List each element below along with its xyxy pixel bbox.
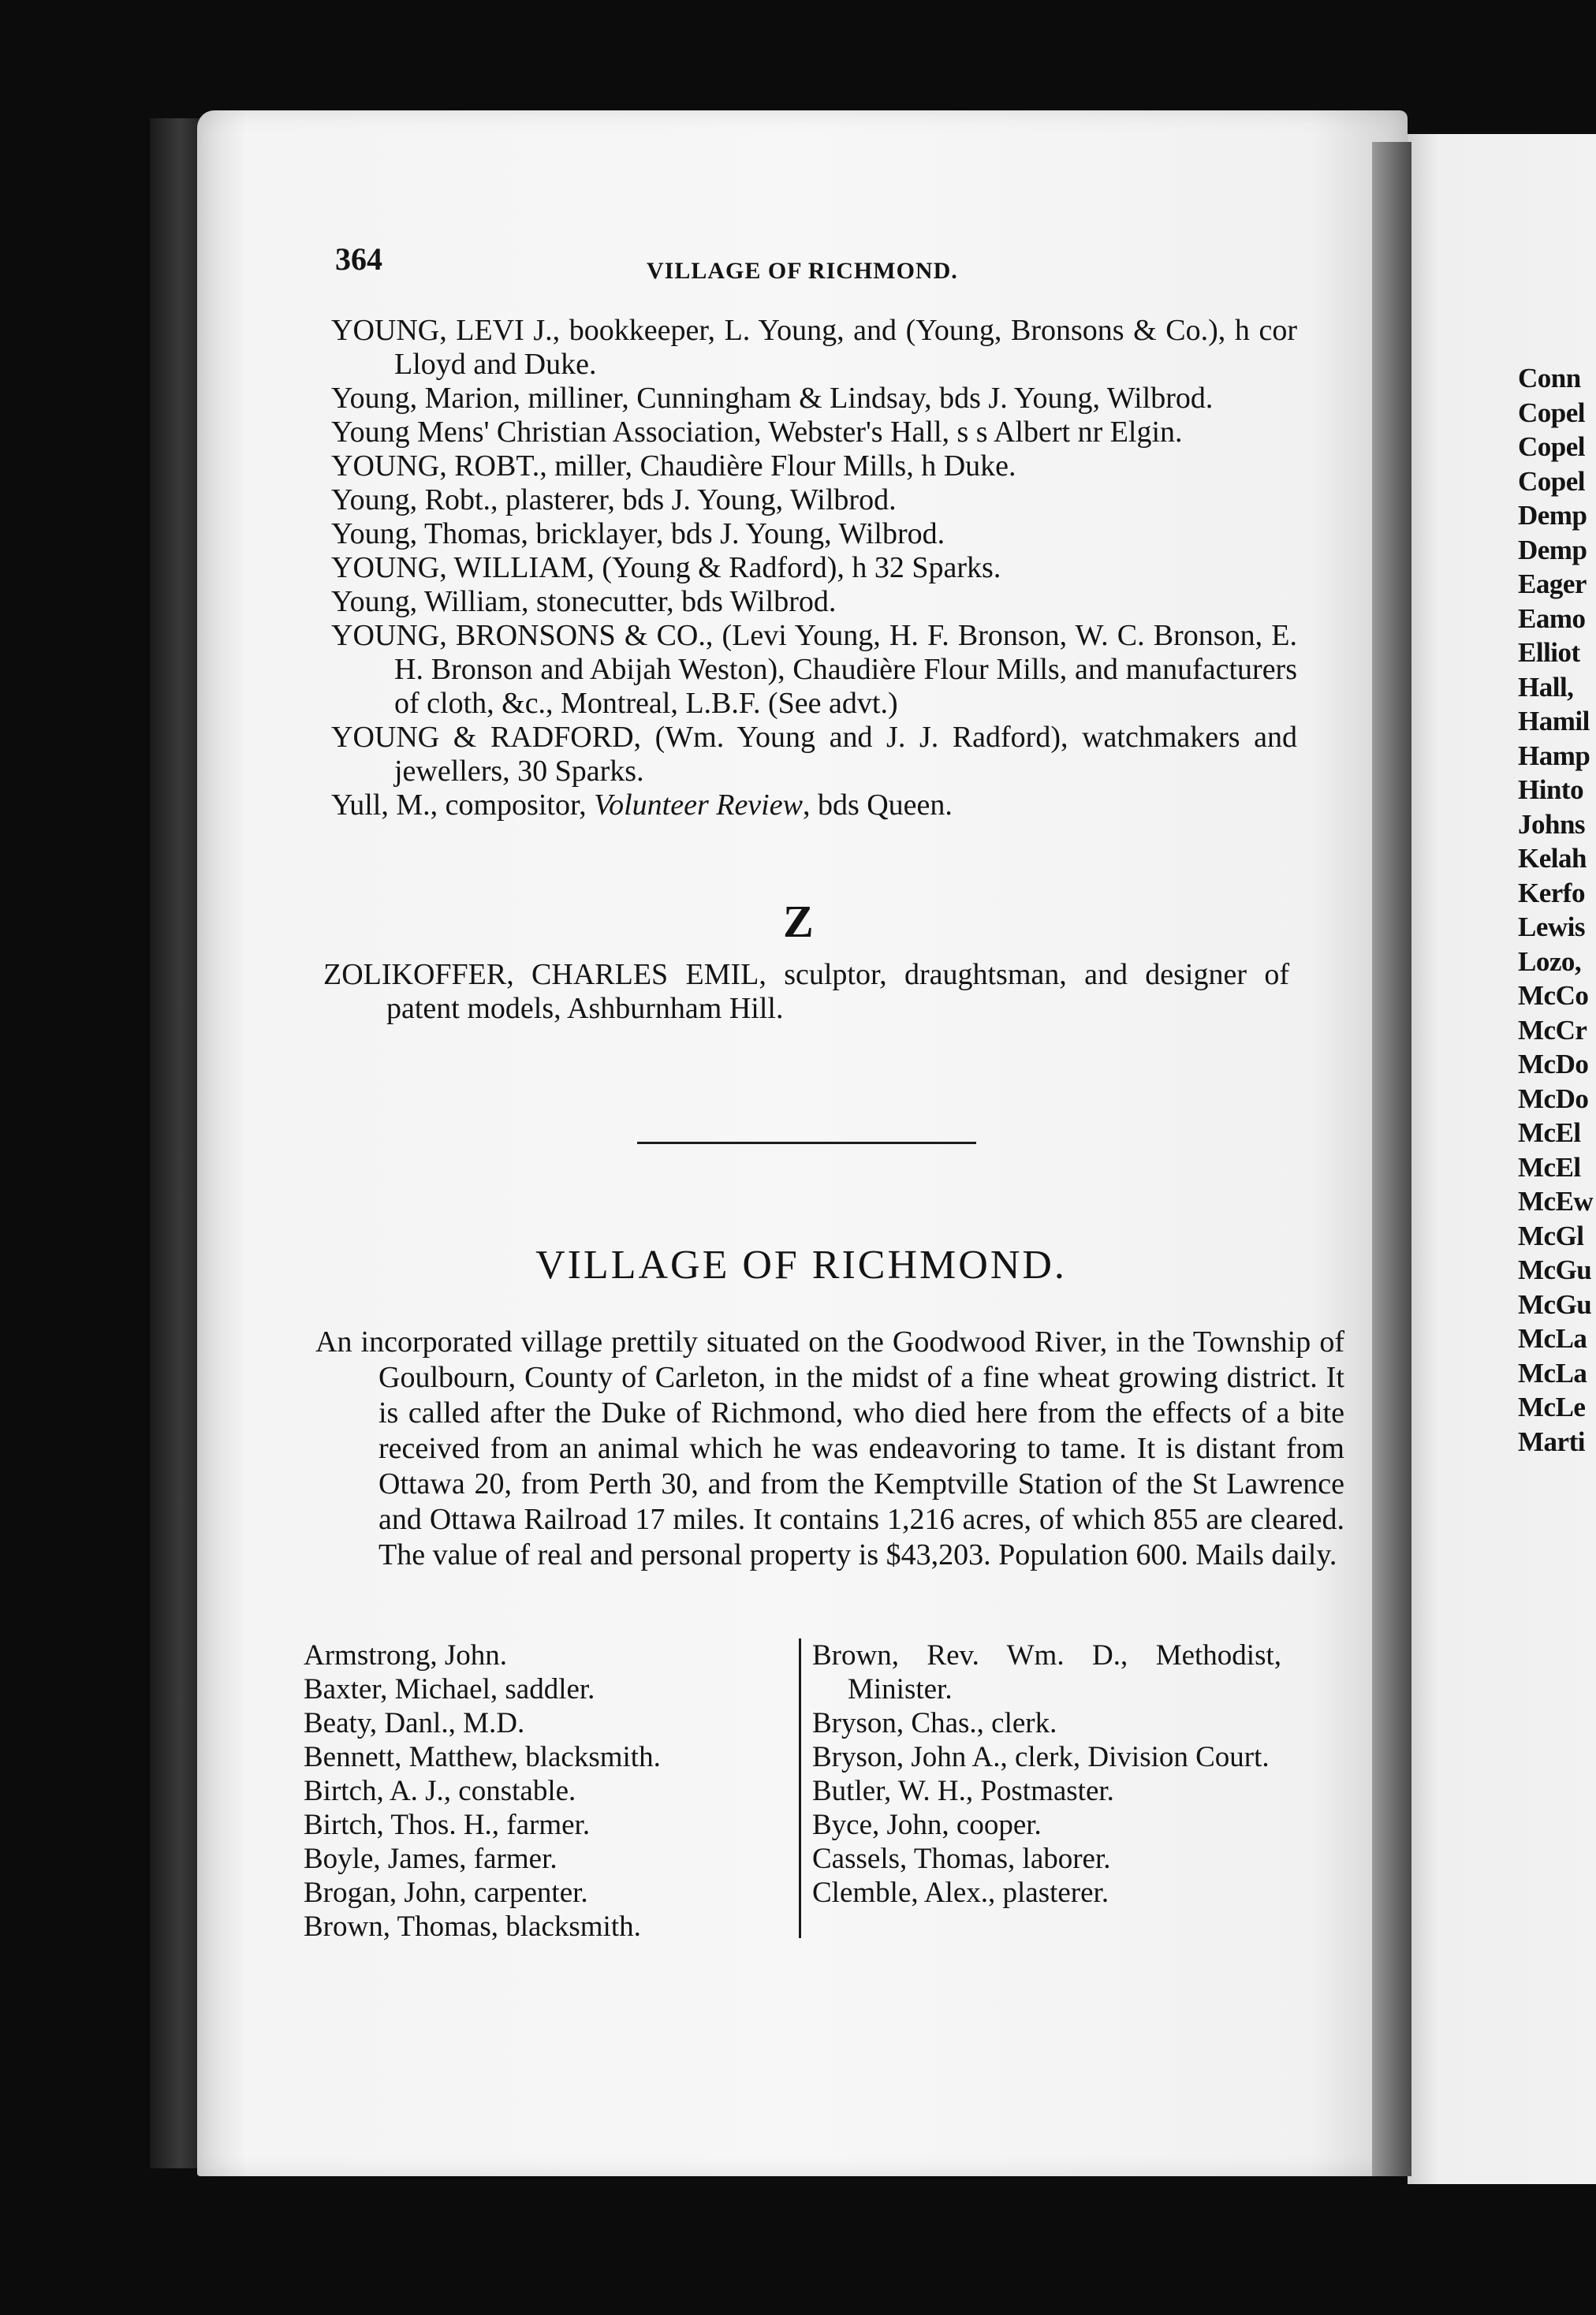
facing-page-entry: Hall, bbox=[1518, 671, 1574, 703]
list-item: Birtch, Thos. H., farmer. bbox=[304, 1809, 591, 1841]
facing-page-entry: McEl bbox=[1518, 1151, 1581, 1183]
facing-page-entry: Conn bbox=[1518, 363, 1581, 393]
list-item: Clemble, Alex., plasterer. bbox=[812, 1877, 1109, 1909]
facing-page-entry: McCr bbox=[1518, 1014, 1587, 1046]
facing-page-entry: Hamp bbox=[1518, 740, 1590, 771]
directory-entry: YOUNG & RADFORD, (Wm. Young and J. J. Radford), watchmakers and jewellers, 30 Sparks. bbox=[331, 721, 1297, 788]
list-item: Butler, W. H., Postmaster. bbox=[812, 1775, 1114, 1807]
page-gutter bbox=[1372, 142, 1411, 2176]
directory-entry: Young, William, stonecutter, bds Wilbrod. bbox=[331, 585, 837, 618]
facing-page-entry: Lozo, bbox=[1518, 945, 1582, 977]
facing-page-entry: Johns bbox=[1518, 808, 1586, 840]
facing-page-entry: Lewis bbox=[1518, 911, 1585, 942]
z-entries bbox=[323, 958, 1289, 1026]
facing-page-entry: Hamil bbox=[1518, 706, 1590, 736]
village-description: An incorporated village prettily situated on the Goodwood River, in the Township of Goulbourn, County of Carleton, in the midst of a fine wheat growing district. It is called after the Duke of Richmond, who died here from the effects of a bite received from an animal which he was endeavoring to tame. It is distant from Ottawa 20, from Perth 30, and from the Kemptville Station of the St Lawrence and Ottawa Railroad 17 miles. It contains 1,216 acres, of which 855 are cleared. The value of real and personal property is $43,203. Population 600. Mails daily. bbox=[315, 1325, 1344, 1571]
directory-entry: Young, Robt., plasterer, bds J. Young, Wilbrod. bbox=[331, 483, 897, 516]
facing-page-entry: McDo bbox=[1518, 1049, 1589, 1079]
list-item: Boyle, James, farmer. bbox=[304, 1843, 557, 1875]
list-item: Brown, Thomas, blacksmith. bbox=[304, 1911, 641, 1943]
yull-entry-after: , bds Queen. bbox=[802, 788, 953, 822]
facing-page-entry: Eamo bbox=[1518, 602, 1586, 634]
facing-page-entry: Elliot bbox=[1518, 637, 1580, 668]
directory-entry: YOUNG, WILLIAM, (Young & Radford), h 32 Sparks. bbox=[331, 551, 1001, 584]
facing-page-entry: Hinto bbox=[1518, 774, 1584, 805]
facing-page-entry: McGl bbox=[1518, 1220, 1584, 1251]
directory-entry: YOUNG, LEVI J., bookkeeper, L. Young, and (Young, Bronsons & Co.), h cor Lloyd and Duke. bbox=[331, 314, 1297, 381]
list-item: Birtch, A. J., constable. bbox=[304, 1775, 576, 1807]
directory-entry-yull bbox=[331, 788, 1297, 822]
section-title-text: VILLAGE OF RICHMOND. bbox=[535, 1243, 1067, 1288]
directory-entry: Young, Thomas, bricklayer, bds J. Young, Wilbrod. bbox=[331, 517, 945, 550]
facing-page-entry: McLa bbox=[1518, 1323, 1587, 1354]
directory-entry: YOUNG, BRONSONS & CO., (Levi Young, H. F. Bronson, W. C. Bronson, E. H. Bronson and Abijah Weston), Chaudière Flour Mills, and manufacturers of cloth, &c., Montreal, L.B.F. (See advt.) bbox=[331, 619, 1297, 720]
facing-page-entry: McEl bbox=[1518, 1117, 1581, 1148]
directory-entry: ZOLIKOFFER, CHARLES EMIL, sculptor, draughtsman, and designer of patent models, Ashburnham Hill. bbox=[323, 958, 1289, 1025]
directory-entry: Young, Marion, milliner, Cunningham & Lindsay, bds J. Young, Wilbrod. bbox=[331, 382, 1214, 415]
facing-page-entry: McLa bbox=[1518, 1357, 1587, 1389]
directory-entry: YOUNG, ROBT., miller, Chaudière Flour Mills, h Duke. bbox=[331, 449, 1016, 483]
section-divider bbox=[637, 1142, 976, 1144]
list-item: Brogan, John, carpenter. bbox=[304, 1877, 588, 1909]
residents-column-right bbox=[799, 1638, 1281, 1938]
facing-page-entry: McEw bbox=[1518, 1186, 1594, 1217]
facing-page-entry: Kelah bbox=[1518, 843, 1587, 874]
facing-page-entry: McDo bbox=[1518, 1083, 1589, 1114]
residents-column-left bbox=[304, 1638, 781, 1944]
list-item: Bennett, Matthew, blacksmith. bbox=[304, 1741, 661, 1773]
facing-page-entry: Copel bbox=[1518, 465, 1585, 497]
facing-page-entry: Kerfo bbox=[1518, 877, 1585, 908]
facing-page-entry: Eager bbox=[1518, 568, 1587, 599]
list-item: Brown, Rev. Wm. D., Methodist, Minister. bbox=[812, 1639, 1281, 1705]
facing-page-entry: McCo bbox=[1518, 980, 1589, 1011]
list-item: Cassels, Thomas, laborer. bbox=[812, 1843, 1111, 1875]
facing-page-entry: McLe bbox=[1518, 1392, 1586, 1422]
facing-page-entry: Marti bbox=[1518, 1426, 1585, 1457]
facing-page-entry: McGu bbox=[1518, 1288, 1592, 1320]
directory-entry: Young Mens' Christian Association, Webster's Hall, s s Albert nr Elgin. bbox=[331, 416, 1183, 449]
facing-page-entry: Demp bbox=[1518, 534, 1587, 565]
section-letter: Z bbox=[783, 896, 814, 947]
running-title: VILLAGE OF RICHMOND. bbox=[647, 258, 958, 284]
list-item: Bryson, Chas., clerk. bbox=[812, 1707, 1057, 1739]
list-item: Baxter, Michael, saddler. bbox=[304, 1673, 595, 1705]
list-item: Bryson, John A., clerk, Division Court. bbox=[812, 1741, 1270, 1773]
list-item: Beaty, Danl., M.D. bbox=[304, 1707, 525, 1739]
facing-page-entry: McGu bbox=[1518, 1254, 1592, 1285]
page-header bbox=[335, 240, 1297, 284]
facing-page-entry: Demp bbox=[1518, 500, 1587, 531]
facing-page-entries bbox=[1518, 361, 1596, 1459]
list-item: Armstrong, John. bbox=[304, 1639, 507, 1672]
page-number: 364 bbox=[335, 241, 382, 277]
facing-page-entry: Copel bbox=[1518, 397, 1585, 428]
publication-title: Volunteer Review bbox=[594, 788, 803, 822]
directory-entries bbox=[331, 314, 1297, 822]
yull-entry-before: Yull, M., compositor, bbox=[331, 788, 595, 822]
section-title bbox=[0, 1242, 1596, 1288]
facing-page-entry: Copel bbox=[1518, 431, 1585, 462]
list-item: Byce, John, cooper. bbox=[812, 1809, 1042, 1841]
